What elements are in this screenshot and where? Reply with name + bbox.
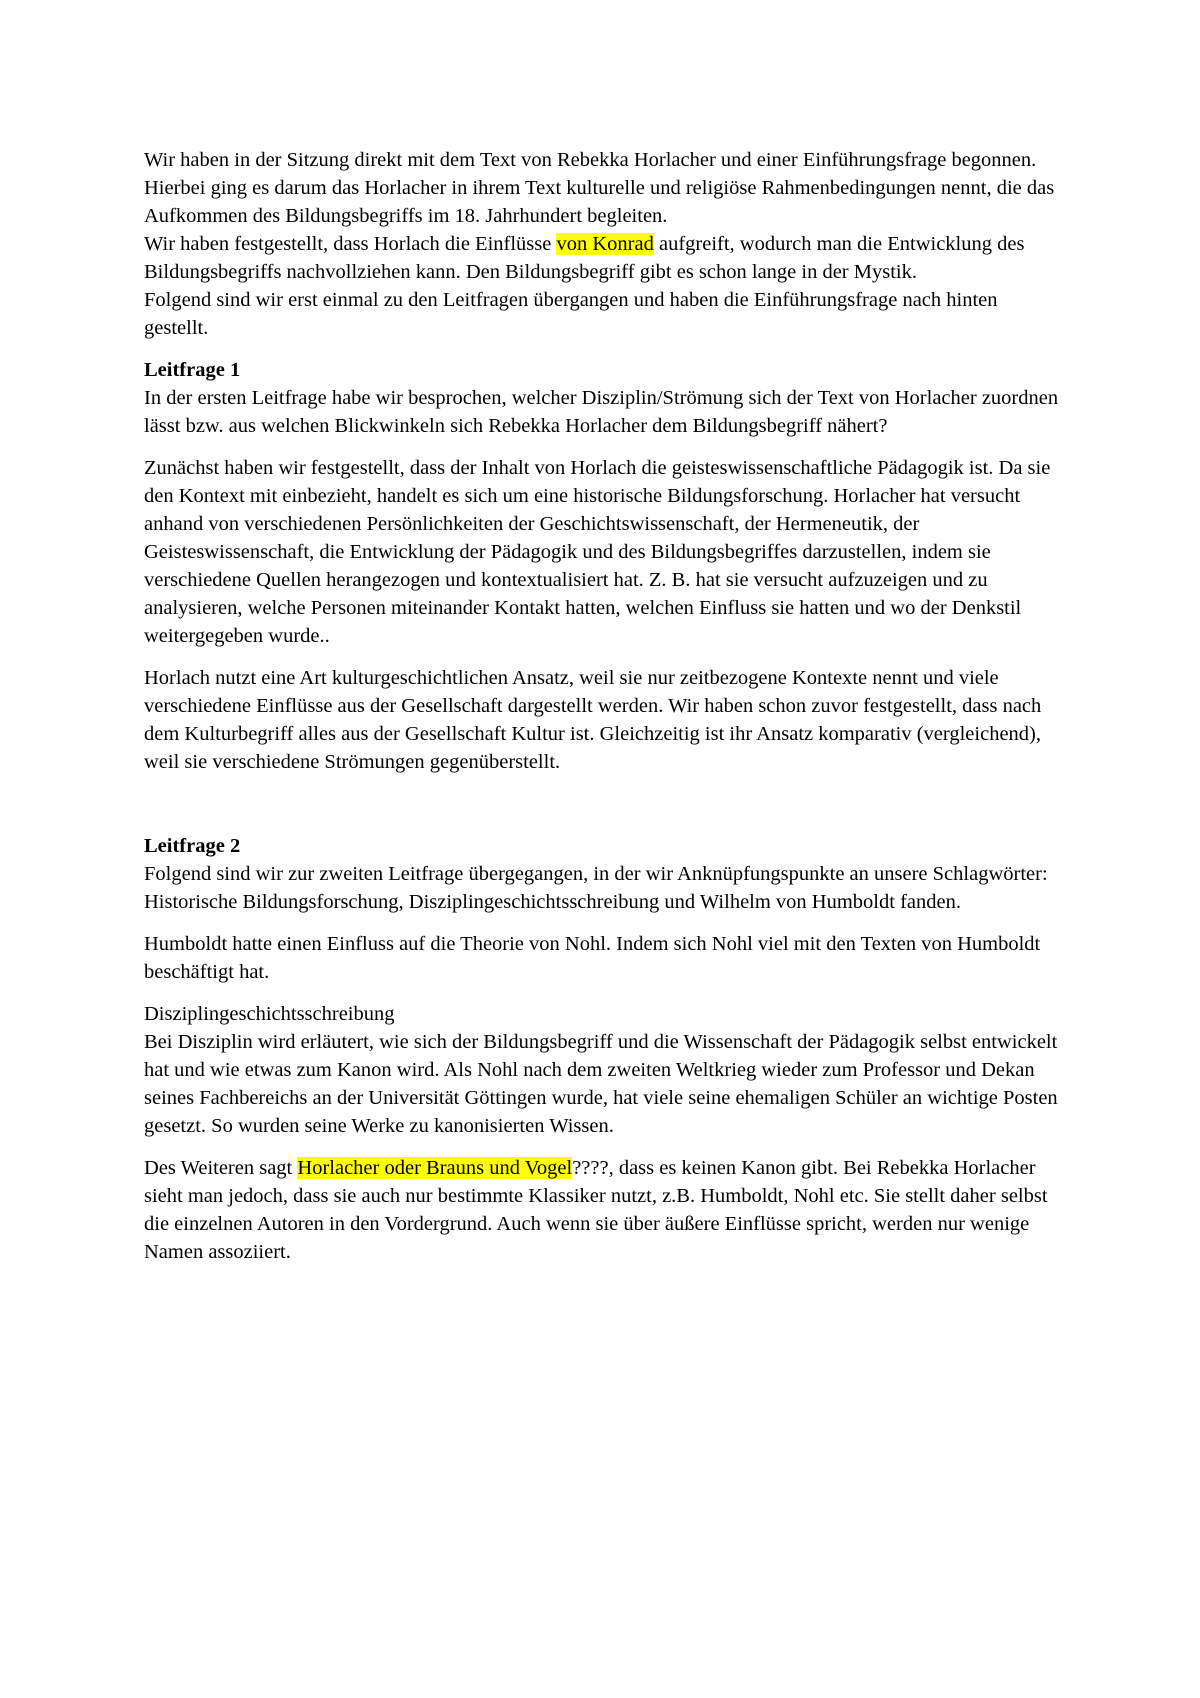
leitfrage2-paragraph-3: Bei Disziplin wird erläutert, wie sich der Bildungsbegriff und die Wissenschaft der Pädagogik selbst entwickelt hat und wie etwas zum Kanon wird. Als Nohl nach dem zweiten Weltkrieg wieder zum Professor und Dekan seines Fachbereichs an der Universität Göttingen wurde, hat viele seine ehemaligen Schüler an wichtige Posten gesetzt. So wurden seine Werke zu kanonisierten Wissen. bbox=[144, 1031, 1058, 1137]
leitfrage1-paragraph-2: Zunächst haben wir festgestellt, dass der Inhalt von Horlach die geisteswissenschaftliche Pädagogik ist. Da sie den Kontext mit einbezieht, handelt es sich um eine historische Bildungsforschung. Horlacher hat versucht anhand von verschiedenen Persönlichkeiten der Geschichtswissenschaft, der Hermeneutik, der Geisteswissenschaft, die Entwicklung der Pädagogik und des Bildungsbegriffes darzustellen, indem sie verschiedene Quellen herangezogen und kontextualisiert hat. Z. B. hat sie versucht aufzuzeigen und zu analysieren, welche Personen miteinander Kontakt hatten, welchen Einfluss sie hatten und wo der Denkstil weitergegeben wurde.. bbox=[144, 457, 1051, 647]
highlighted-text-horlacher-oder-brauns-und-vogel: Horlacher oder Brauns und Vogel bbox=[297, 1157, 573, 1179]
leitfrage2-paragraph-4 bbox=[144, 1154, 1064, 1266]
spacer bbox=[144, 650, 1064, 664]
spacer bbox=[144, 776, 1064, 832]
spacer bbox=[144, 986, 1064, 1000]
leitfrage2-paragraph-1: Folgend sind wir zur zweiten Leitfrage übergegangen, in der wir Anknüpfungspunkte an unsere Schlagwörter: bbox=[144, 863, 1048, 885]
intro-paragraph-2 bbox=[144, 230, 1064, 286]
highlighted-text-von-konrad: von Konrad bbox=[556, 233, 654, 255]
leitfrage2-paragraph-4-start: Des Weiteren sagt bbox=[144, 1157, 298, 1179]
intro-paragraph-1: Wir haben in der Sitzung direkt mit dem Text von Rebekka Horlacher und einer Einführungsfrage begonnen. Hierbei ging es darum das Horlacher in ihrem Text kulturelle und religiöse Rahmenbedingungen nennt, die das Aufkommen des Bildungsbegriffs im 18. Jahrhundert begleiten. bbox=[144, 149, 1055, 227]
leitfrage1-paragraph-1: In der ersten Leitfrage habe wir besprochen, welcher Disziplin/Strömung sich der Text von Horlacher zuordnen lässt bzw. aus welchen Blickwinkeln sich Rebekka Horlacher dem Bildungsbegriff nähert? bbox=[144, 387, 1059, 437]
spacer bbox=[144, 916, 1064, 930]
leitfrage2-paragraph-1b: Historische Bildungsforschung, Disziplingeschichtsschreibung und Wilhelm von Humboldt fanden. bbox=[144, 891, 961, 913]
spacer bbox=[144, 1140, 1064, 1154]
document-body bbox=[144, 146, 1064, 1266]
leitfrage1-paragraph-3: Horlach nutzt eine Art kulturgeschichtlichen Ansatz, weil sie nur zeitbezogene Kontexte nennt und viele verschiedene Einflüsse aus der Gesellschaft dargestellt werden. Wir haben schon zuvor festgestellt, dass nach dem Kulturbegriff alles aus der Gesellschaft Kultur ist. Gleichzeitig ist ihr Ansatz komparativ (vergleichend), weil sie verschiedene Strömungen gegenüberstellt. bbox=[144, 667, 1042, 773]
intro-paragraph-3: Folgend sind wir erst einmal zu den Leitfragen übergangen und haben die Einführungsfrage nach hinten gestellt. bbox=[144, 289, 998, 339]
subheading-disziplingeschichtsschreibung: Disziplingeschichtsschreibung bbox=[144, 1003, 395, 1025]
spacer bbox=[144, 342, 1064, 356]
heading-leitfrage-2: Leitfrage 2 bbox=[144, 835, 241, 857]
leitfrage2-paragraph-4-end: ????, dass es keinen Kanon gibt. Bei Rebekka Horlacher sieht man jedoch, dass sie auch nur bestimmte Klassiker nutzt, z.B. Humboldt, Nohl etc. Sie stellt daher selbst die einzelnen Autoren in den Vordergrund. Auch wenn sie über äußere Einflüsse spricht, werden nur wenige Namen assoziiert. bbox=[144, 1157, 1048, 1263]
spacer bbox=[144, 440, 1064, 454]
intro-paragraph-2-start: Wir haben festgestellt, dass Horlach die Einflüsse bbox=[144, 233, 557, 255]
intro-paragraph-2-end: aufgreift, wodurch man die Entwicklung des Bildungsbegriffs nachvollziehen kann. Den Bildungsbegriff gibt es schon lange in der Mystik. bbox=[144, 233, 1025, 283]
heading-leitfrage-1: Leitfrage 1 bbox=[144, 359, 241, 381]
leitfrage2-paragraph-2: Humboldt hatte einen Einfluss auf die Theorie von Nohl. Indem sich Nohl viel mit den Texten von Humboldt beschäftigt hat. bbox=[144, 933, 1041, 983]
